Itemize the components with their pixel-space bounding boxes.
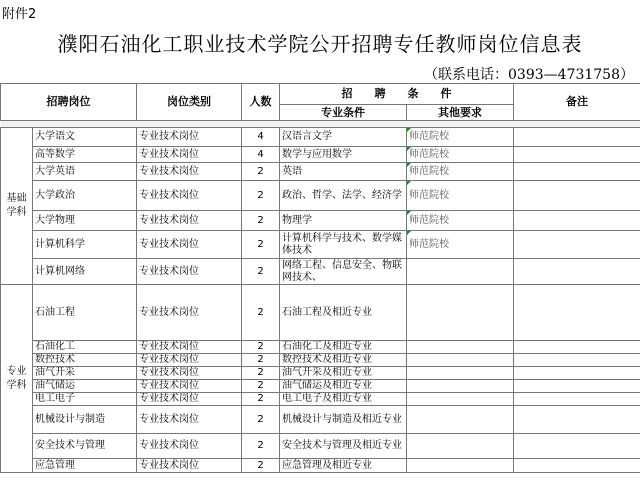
- other-req-cell: 师范院校: [407, 163, 514, 181]
- header-post: 招聘岗位: [1, 84, 137, 121]
- category-cell: 专业技术岗位: [137, 231, 242, 259]
- other-req-cell: 师范院校: [407, 181, 514, 211]
- header-category: 岗位类别: [137, 84, 242, 121]
- remarks-cell: [514, 128, 640, 147]
- remarks-cell: [514, 163, 640, 181]
- post-cell: 数控技术: [33, 354, 137, 367]
- table-row: [1, 406, 640, 434]
- other-req-cell: [407, 380, 514, 393]
- table-row: [1, 354, 640, 367]
- remarks-cell: [514, 259, 640, 285]
- count-cell: 4: [242, 128, 280, 147]
- major-req-cell: 应急管理及相近专业: [280, 459, 407, 473]
- major-req-cell: 油气开采及相近专业: [280, 367, 407, 380]
- post-cell: 高等数学: [33, 147, 137, 163]
- count-cell: 2: [242, 231, 280, 259]
- table-row: [1, 341, 640, 354]
- other-req-cell: 师范院校: [407, 211, 514, 231]
- major-req-cell: 计算机科学与技术、数学媒体技术: [280, 231, 407, 259]
- major-req-cell: 石油化工及相近专业: [280, 341, 407, 354]
- other-req-cell: 师范院校: [407, 128, 514, 147]
- other-req-cell: 师范院校: [407, 147, 514, 163]
- major-req-cell: 机械设计与制造及相近专业: [280, 406, 407, 434]
- post-cell: 油气储运: [33, 380, 137, 393]
- post-cell: 电工电子: [33, 393, 137, 406]
- post-cell: 大学物理: [33, 211, 137, 231]
- table-row: [1, 434, 640, 459]
- table-row: [1, 163, 640, 181]
- remarks-cell: [514, 459, 640, 473]
- other-req-cell: [407, 285, 514, 341]
- category-cell: 专业技术岗位: [137, 380, 242, 393]
- other-req-cell: 师范院校: [407, 231, 514, 259]
- header-remarks: 备注: [514, 84, 640, 121]
- major-req-cell: 安全技术与管理及相近专业: [280, 434, 407, 459]
- document-title: 濮阳石油化工职业技术学院公开招聘专任教师岗位信息表: [57, 32, 583, 56]
- major-req-cell: 数控技术及相近专业: [280, 354, 407, 367]
- post-cell: 安全技术与管理: [33, 434, 137, 459]
- category-cell: 专业技术岗位: [137, 406, 242, 434]
- major-req-cell: 数学与应用数学: [280, 147, 407, 163]
- remarks-cell: [514, 211, 640, 231]
- post-cell: 计算机科学: [33, 231, 137, 259]
- category-cell: 专业技术岗位: [137, 341, 242, 354]
- category-cell: 专业技术岗位: [137, 147, 242, 163]
- category-cell: 专业技术岗位: [137, 354, 242, 367]
- post-cell: 大学政治: [33, 181, 137, 211]
- category-cell: 专业技术岗位: [137, 285, 242, 341]
- other-req-cell: [407, 406, 514, 434]
- other-req-cell: [407, 393, 514, 406]
- count-cell: 2: [242, 259, 280, 285]
- category-cell: 专业技术岗位: [137, 128, 242, 147]
- remarks-cell: [514, 231, 640, 259]
- post-cell: 大学语文: [33, 128, 137, 147]
- table-row: [1, 285, 640, 341]
- other-req-cell: [407, 259, 514, 285]
- count-cell: 2: [242, 406, 280, 434]
- major-req-cell: 油气储运及相近专业: [280, 380, 407, 393]
- group-label: 专业学科: [1, 285, 33, 473]
- remarks-cell: [514, 354, 640, 367]
- recruitment-table-wrapper: [0, 83, 640, 473]
- count-cell: 2: [242, 285, 280, 341]
- count-cell: 2: [242, 341, 280, 354]
- category-cell: 专业技术岗位: [137, 181, 242, 211]
- table-row: [1, 211, 640, 231]
- spacer-cell: [1, 121, 640, 128]
- count-cell: 2: [242, 181, 280, 211]
- category-cell: 专业技术岗位: [137, 211, 242, 231]
- other-req-cell: [407, 459, 514, 473]
- remarks-cell: [514, 285, 640, 341]
- table-row: [1, 231, 640, 259]
- major-req-cell: 网络工程、信息安全、物联网技术、: [280, 259, 407, 285]
- major-req-cell: 电工电子及相近专业: [280, 393, 407, 406]
- header-count: 人数: [242, 84, 280, 121]
- category-cell: 专业技术岗位: [137, 367, 242, 380]
- post-cell: 大学英语: [33, 163, 137, 181]
- major-req-cell: 石油工程及相近专业: [280, 285, 407, 341]
- count-cell: 2: [242, 459, 280, 473]
- major-req-cell: 英语: [280, 163, 407, 181]
- remarks-cell: [514, 367, 640, 380]
- header-other-req: 其他要求: [407, 105, 514, 121]
- remarks-cell: [514, 181, 640, 211]
- contact-phone: （联系电话：0393—4731758）: [424, 67, 634, 83]
- other-req-cell: [407, 354, 514, 367]
- remarks-cell: [514, 434, 640, 459]
- group-label: 基础学科: [1, 128, 33, 285]
- count-cell: 2: [242, 434, 280, 459]
- other-req-cell: [407, 341, 514, 354]
- table-row: [1, 393, 640, 406]
- other-req-cell: [407, 367, 514, 380]
- table-row: [1, 459, 640, 473]
- table-row: [1, 147, 640, 163]
- remarks-cell: [514, 393, 640, 406]
- header-conditions: 招 聘 条 件: [280, 84, 514, 105]
- remarks-cell: [514, 380, 640, 393]
- spacer-row: [1, 121, 640, 128]
- major-req-cell: 政治、哲学、法学、经济学: [280, 181, 407, 211]
- table-row: [1, 128, 640, 147]
- count-cell: 2: [242, 163, 280, 181]
- major-req-cell: 物理学: [280, 211, 407, 231]
- post-cell: 应急管理: [33, 459, 137, 473]
- count-cell: 2: [242, 380, 280, 393]
- category-cell: 专业技术岗位: [137, 259, 242, 285]
- post-cell: 计算机网络: [33, 259, 137, 285]
- category-cell: 专业技术岗位: [137, 393, 242, 406]
- table-row: [1, 181, 640, 211]
- table-row: [1, 259, 640, 285]
- category-cell: 专业技术岗位: [137, 163, 242, 181]
- count-cell: 2: [242, 393, 280, 406]
- count-cell: 4: [242, 147, 280, 163]
- count-cell: 2: [242, 367, 280, 380]
- count-cell: 2: [242, 354, 280, 367]
- post-cell: 石油工程: [33, 285, 137, 341]
- post-cell: 机械设计与制造: [33, 406, 137, 434]
- category-cell: 专业技术岗位: [137, 459, 242, 473]
- count-cell: 2: [242, 211, 280, 231]
- header-row-1: [1, 84, 640, 105]
- remarks-cell: [514, 147, 640, 163]
- category-cell: 专业技术岗位: [137, 434, 242, 459]
- remarks-cell: [514, 341, 640, 354]
- remarks-cell: [514, 406, 640, 434]
- other-req-cell: [407, 434, 514, 459]
- major-req-cell: 汉语言文学: [280, 128, 407, 147]
- post-cell: 油气开采: [33, 367, 137, 380]
- recruitment-table: [0, 83, 640, 473]
- header-major-req: 专业条件: [280, 105, 407, 121]
- table-row: [1, 367, 640, 380]
- post-cell: 石油化工: [33, 341, 137, 354]
- attachment-label: 附件2: [2, 7, 37, 22]
- table-row: [1, 380, 640, 393]
